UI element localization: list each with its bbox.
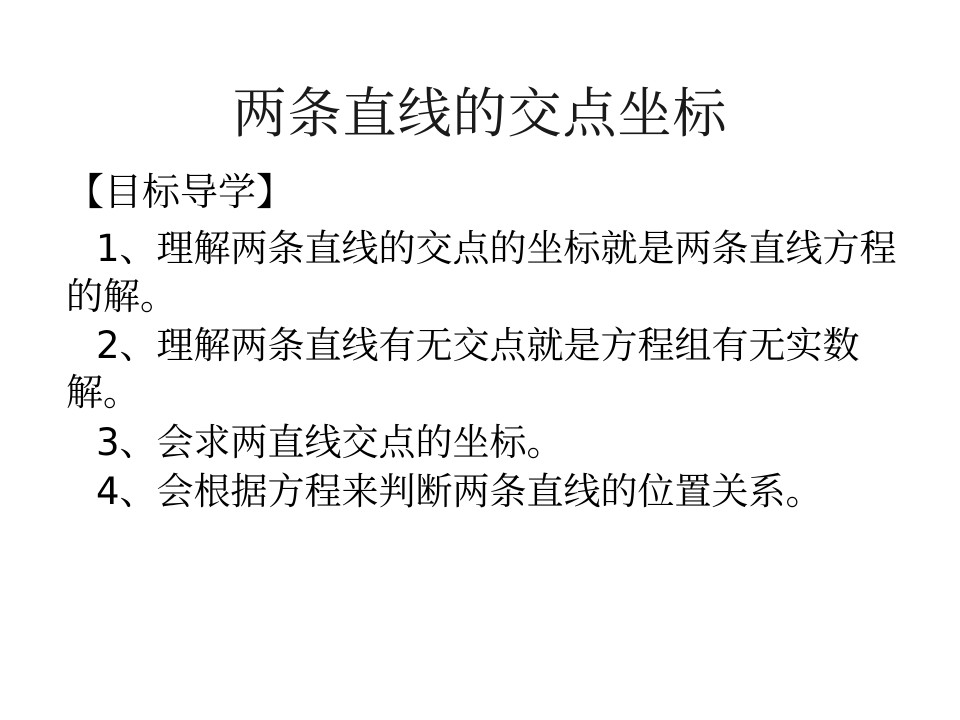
list-item: 1、理解两条直线的交点的坐标就是两条直线方程的解。 — [66, 227, 897, 318]
page-title: 两条直线的交点坐标 — [232, 82, 728, 146]
list-item: 3、会求两直线交点的坐标。 — [96, 420, 564, 464]
goal-list — [66, 225, 916, 515]
section-heading: 【目标导学】 — [66, 170, 295, 214]
slide-body — [66, 168, 916, 518]
list-item: 4、会根据方程来判断两条直线的位置关系。 — [96, 470, 823, 514]
list-item: 2、理解两条直线有无交点就是方程组有无实数解。 — [66, 324, 860, 415]
